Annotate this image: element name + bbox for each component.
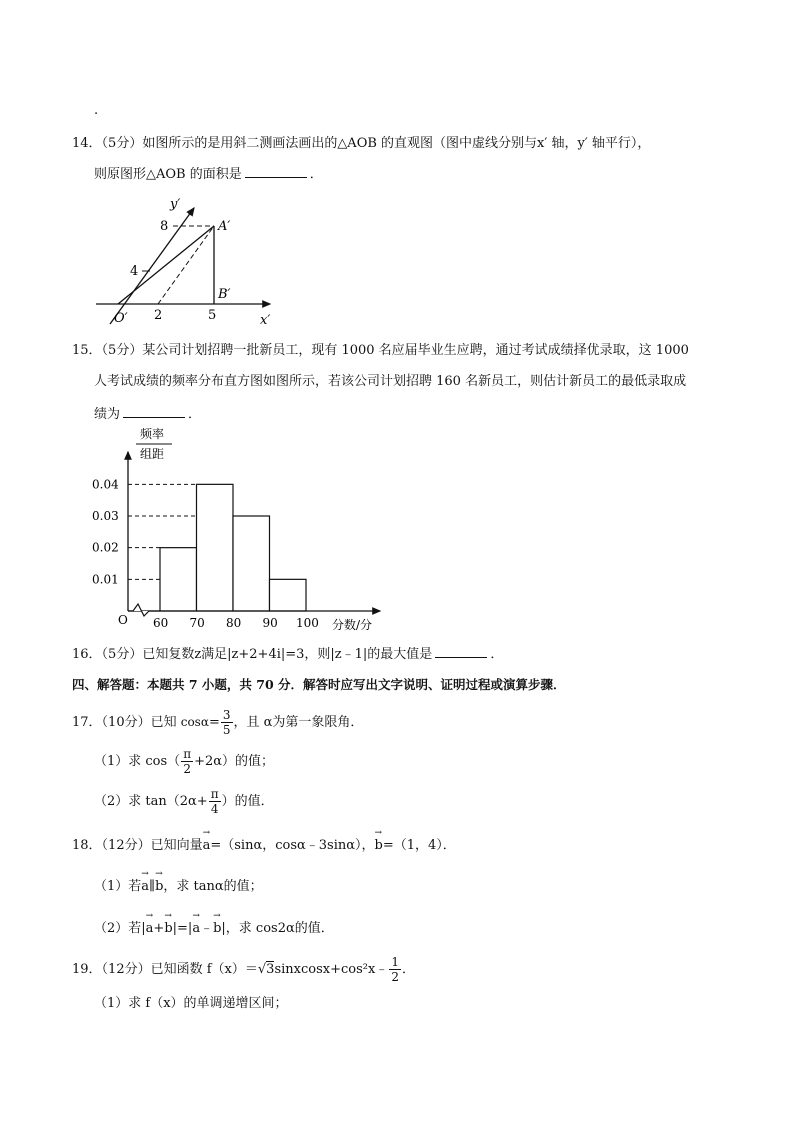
q19-frac-num: 1 [391,955,399,969]
q16-text: 16．（5分）已知复数z满足|z+2+4i|=3，则|z﹣1|的最大值是 [72,647,433,662]
hist-origin: O [118,613,128,627]
abs-equals: |=| [172,921,193,936]
hist-xlabel: 分数/分 [332,618,373,632]
q17-pre: 17．（10分）已知 [72,715,177,730]
q17-p2-pre: （2）求 tan（2α+ [94,794,208,809]
q17-post: ，且 α为第一象限角． [233,715,364,730]
q19-sqrt-arg: 3 [266,962,275,977]
hist-ytick-label: 0.01 [92,572,119,587]
plus-symbol: + [153,921,165,936]
y-axis [110,208,194,324]
label-y-axis: y′ [170,197,181,212]
q17-cos: cosα [180,715,209,729]
axis-break-icon [128,604,160,616]
hist-xtick-label: 70 [189,616,205,630]
q17-p2-frac-den: 4 [210,802,219,816]
vector-b: → b [155,879,163,895]
label-a-prime: A′ [218,219,231,234]
label-origin: O′ [114,311,128,326]
q17-p1-frac-num: π [183,747,192,761]
q17-frac-den: 5 [222,723,231,737]
hist-ytick-label: 0.02 [92,540,119,555]
hist-ylabel-bottom: 组距 [140,447,165,461]
vector-b: → b [213,921,221,937]
q17-p1-pre: （1）求 cos（ [94,754,181,769]
q18-part1 [94,879,263,895]
label-8: 8 [160,219,169,234]
q19-line [72,955,415,985]
q17-p2-post: ）的值． [221,794,274,809]
q19-fraction [389,955,401,984]
hist-bar [197,484,234,611]
hist-ytick-label: 0.03 [92,509,119,523]
hist-xtick-label: 80 [226,616,242,630]
q18-p2-post: |，求 cos2α的值． [221,921,334,936]
hist-bar [233,516,270,611]
q16-answer-blank [435,645,487,658]
q16-line [72,645,503,663]
q15-line1: 15．（5分）某公司计划招聘一批新员工，现有 1000 名应届毕业生应聘，通过考试成绩择优录取，这 1000 [72,343,689,358]
q17-p2-fraction [209,787,221,816]
vector-a: → a [203,838,211,854]
hist-xtick-label: 100 [296,616,319,630]
q17-fraction [221,708,233,737]
q17-p1-fraction [181,747,193,776]
q18-line [72,838,456,854]
q19-mid: sinxcosx+cos²x﹣ [274,962,389,977]
q19-pre: 19．（12分）已知函数 f（x）＝ [72,962,258,977]
q17-p1-frac-den: 2 [183,762,191,776]
q19-part1: （1）求 f（x）的单调递增区间； [94,996,288,1011]
q18-pre: 18．（12分）已知向量 [72,838,203,853]
q17-part1 [94,747,274,777]
hist-ytick-label: 0.04 [92,477,119,492]
vector-b: → b [375,838,383,854]
q14-answer-blank [245,165,307,178]
q17-frac-num: 3 [222,708,231,722]
q17-part2 [94,787,274,817]
q18-part2 [94,921,334,937]
vector-a: → a [146,921,154,937]
label-5: 5 [208,308,217,323]
vector-b: → b [164,921,172,937]
label-b-prime: B′ [218,287,231,302]
q16-end: ． [490,647,504,662]
hist-xtick-label: 60 [153,616,169,630]
label-2: 2 [154,308,163,323]
q15-line3 [94,405,201,423]
frequency-histogram [88,426,388,634]
sqrt-icon: √ [257,962,267,977]
q18-p2-pre: （2）若| [94,921,146,936]
q14-end: ． [309,167,323,182]
q18-post: =（1，4）． [382,838,456,853]
q19-end: ． [401,962,415,977]
hist-bar [270,579,307,611]
q17-p2-frac-num: π [210,787,219,801]
q15-line2: 人考试成绩的频率分布直方图如图所示，若该公司计划招聘 160 名新员工，则估计新员工的最低录取成 [94,374,687,389]
label-4: 4 [130,264,139,279]
q17-line: 17．（10分）已知 cosα= $\frac{3}{5}$ ，且 α为第一象限角． [72,708,364,737]
q15-text: 绩为 [94,407,121,422]
q18-mid: =（sinα，cosα﹣3sinα）， [210,838,375,853]
hist-ylabel-top: 频率 [140,427,165,441]
parallel-symbol: ∥ [149,879,156,894]
q18-p1-pre: （1）若 [94,879,142,894]
q14-text: 则原图形△AOB 的面积是 [94,167,242,182]
top-dot: . [94,103,99,118]
minus-symbol: ﹣ [200,921,214,936]
q15-end: ． [188,407,202,422]
hist-bar [160,548,197,611]
q17-p1-post: +2α）的值； [194,754,275,769]
q18-p1-post: ，求 tanα的值； [163,879,263,894]
q19-frac-den: 2 [391,970,399,984]
section-4-header: 四、解答题：本题共 7 小题，共 70 分．解答时应写出文字说明、证明过程或演算步骤． [72,677,566,692]
q14-line2 [94,165,323,183]
label-x-axis: x′ [260,313,271,328]
q14-line1: 14．（5分）如图所示的是用斜二测画法画出的△AOB 的直观图（图中虚线分别与x′ 轴，y′ 轴平行）， [72,136,651,151]
hist-xtick-label: 90 [262,616,278,630]
vector-a: → a [141,879,149,895]
q15-answer-blank [123,405,185,418]
q14-oblique-figure [90,192,290,328]
vector-a: → a [192,921,200,937]
